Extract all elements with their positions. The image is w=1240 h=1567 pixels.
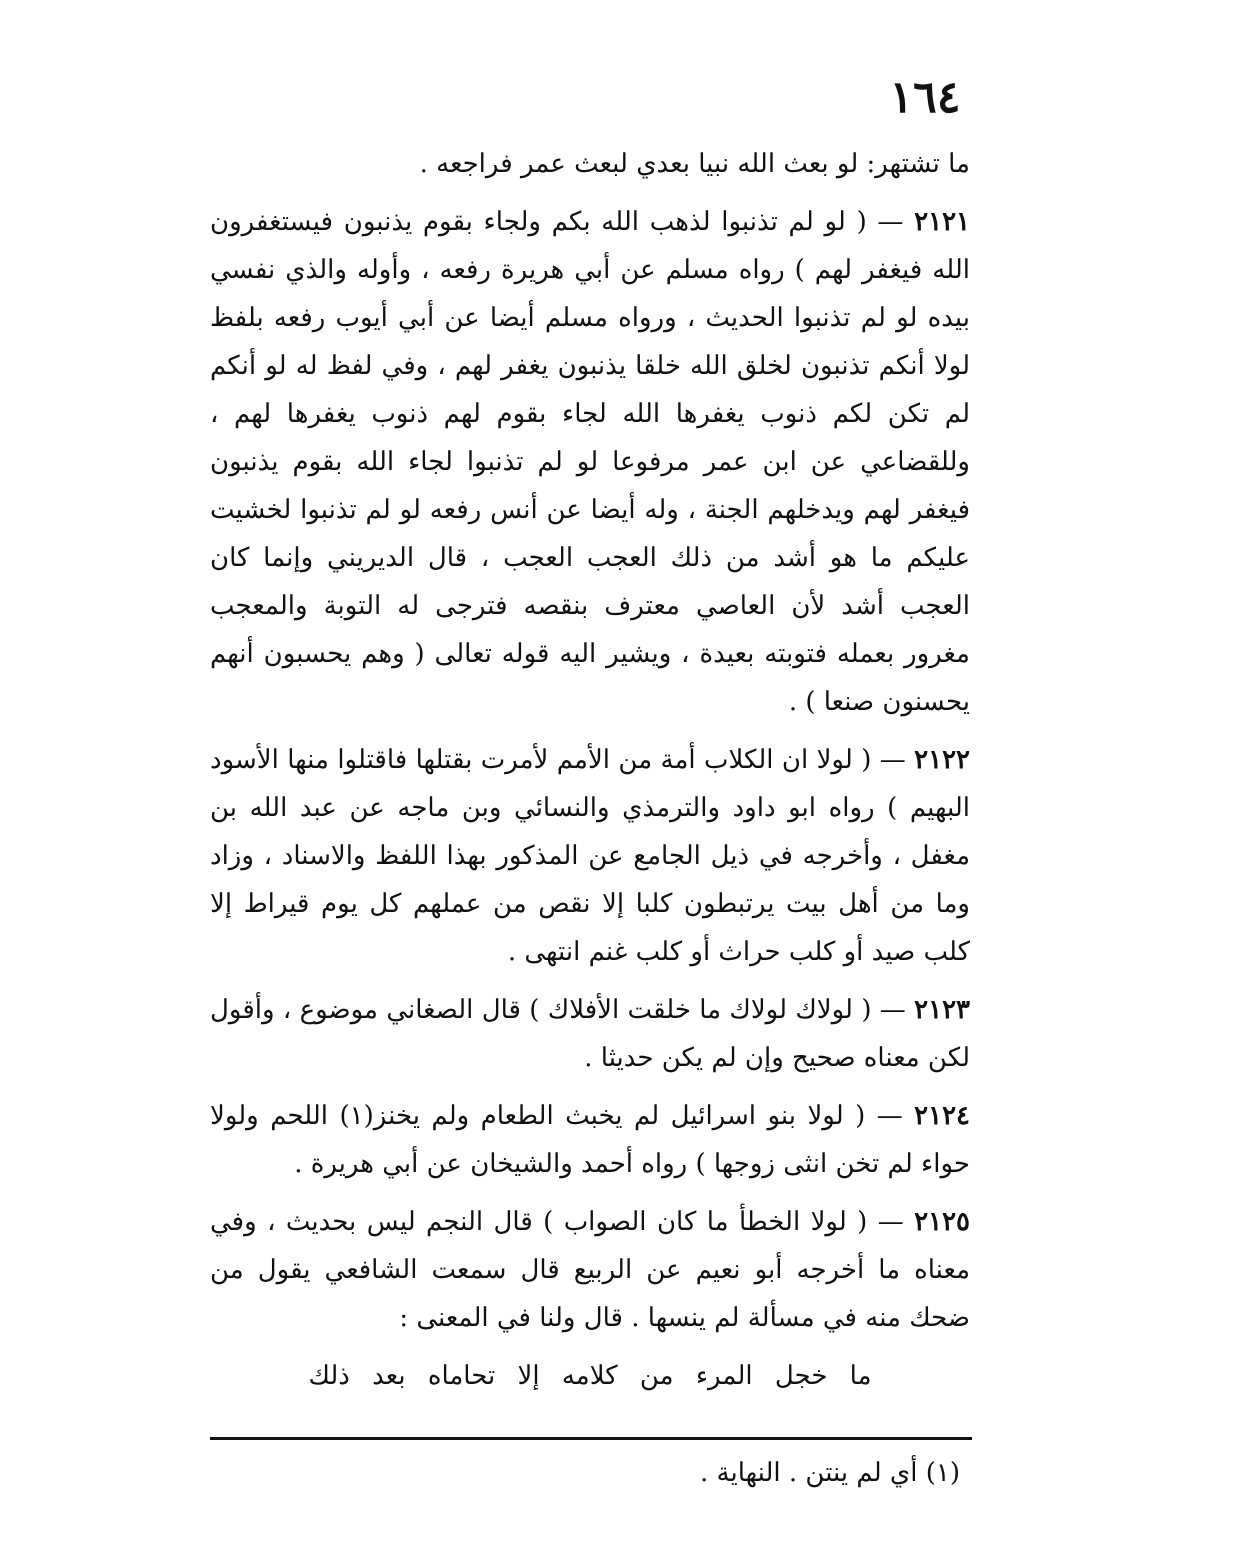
poetry-verse: ما خجل المرء من كلامه إلا تحاماه بعد ذلك xyxy=(308,1361,872,1391)
hadith-number: ٢١٢٢ xyxy=(914,745,970,775)
paragraph-text: ( لولا ان الكلاب أمة من الأمم لأمرت بقتلها فاقتلوا منها الأسود البهيم ) رواه ابو داود والترمذي والنسائي وبن ماجه عن عبد الله بن مغفل ، وأخرجه في ذيل الجامع عن المذكور بهذا اللفظ والاسناد ، وزاد وما من أهل بيت يرتبطون كلبا إلا نقص من عملهم كل يوم قيراط إلا كلب صيد أو كلب حراث أو كلب غنم انتهى . xyxy=(210,745,970,967)
footnote-divider xyxy=(210,1437,972,1440)
paragraph-text: ( لولا الخطأ ما كان الصواب ) قال النجم ليس بحديث ، وفي معناه ما أخرجه أبو نعيم عن الربيع قال سمعت الشافعي يقول من ضحك منه في مسألة لم ينسها . قال ولنا في المعنى : xyxy=(210,1207,970,1333)
hadith-number: ٢١٢٥ xyxy=(914,1207,971,1237)
main-text xyxy=(210,140,970,1400)
page-number: ١٦٤ xyxy=(889,72,961,123)
footnote: (١) أي لم ينتن . النهاية . xyxy=(700,1458,960,1488)
paragraph-hadith-2125: ٢١٢٥ — ( لولا الخطأ ما كان الصواب ) قال النجم ليس بحديث ، وفي معناه ما أخرجه أبو نعيم عن الربيع قال سمعت الشافعي يقول من ضحك منه في مسألة لم ينسها . قال ولنا في المعنى : xyxy=(210,1207,971,1333)
paragraph-intro xyxy=(210,140,970,188)
paragraph-text: ( لو لم تذنبوا لذهب الله بكم ولجاء بقوم يذنبون فيستغفرون الله فيغفر لهم ) رواه مسلم عن أبي هريرة رفعه ، وأوله والذي نفسي بيده لو لم تذنبوا الحديث ، ورواه مسلم أيضا عن أبي أيوب رفعه بلفظ لولا أنكم تذنبون لخلق الله خلقا يذنبون يغفر لهم ، وفي لفظ له لو أنكم لم تكن لكم ذنوب يغفرها الله لجاء بقوم لهم ذنوب يغفرها لهم ، وللقضاعي عن ابن عمر مرفوعا لو لم تذنبوا لجاء الله بقوم يذنبون فيغفر لهم ويدخلهم الجنة ، وله أيضا عن أنس رفعه لو لم تذنبوا لخشيت عليكم ما هو أشد من ذلك العجب العجب ، قال الديريني وإنما كان العجب أشد لأن العاصي معترف بنقصه فترجى له التوبة والمعجب مغرور بعمله فتوبته بعيدة ، ويشير اليه قوله تعالى ( وهم يحسبون أنهم يحسنون صنعا ) . xyxy=(210,207,970,717)
paragraph-text: ( لولاك لولاك ما خلقت الأفلاك ) قال الصغاني موضوع ، وأقول لكن معناه صحيح وإن لم يكن حديثا . xyxy=(210,995,970,1073)
paragraph-text: ما تشتهر: لو بعث الله نبيا بعدي لبعث عمر فراجعه . xyxy=(419,149,970,179)
paragraph-hadith-2123: ٢١٢٣ — ( لولاك لولاك ما خلقت الأفلاك ) قال الصغاني موضوع ، وأقول لكن معناه صحيح وإن لم يكن حديثا . xyxy=(210,995,971,1073)
hadith-number: ٢١٢٤ xyxy=(914,1101,971,1131)
paragraph-hadith-2122: ٢١٢٢ — ( لولا ان الكلاب أمة من الأمم لأمرت بقتلها فاقتلوا منها الأسود البهيم ) رواه ابو داود والترمذي والنسائي وبن ماجه عن عبد الله بن مغفل ، وأخرجه في ذيل الجامع عن المذكور بهذا اللفظ والاسناد ، وزاد وما من أهل بيت يرتبطون كلبا إلا نقص من عملهم كل يوم قيراط إلا كلب صيد أو كلب حراث أو كلب غنم انتهى . xyxy=(210,745,970,967)
paragraph-hadith-2121: ٢١٢١ — ( لو لم تذنبوا لذهب الله بكم ولجاء بقوم يذنبون فيستغفرون الله فيغفر لهم ) رواه مسلم عن أبي هريرة رفعه ، وأوله والذي نفسي بيده لو لم تذنبوا الحديث ، ورواه مسلم أيضا عن أبي أيوب رفعه بلفظ لولا أنكم تذنبون لخلق الله خلقا يذنبون يغفر لهم ، وفي لفظ له لو أنكم لم تكن لكم ذنوب يغفرها الله لجاء بقوم لهم ذنوب يغفرها لهم ، وللقضاعي عن ابن عمر مرفوعا لو لم تذنبوا لجاء الله بقوم يذنبون فيغفر لهم ويدخلهم الجنة ، وله أيضا عن أنس رفعه لو لم تذنبوا لخشيت عليكم ما هو أشد من ذلك العجب العجب ، قال الديريني وإنما كان العجب أشد لأن العاصي معترف بنقصه فترجى له التوبة والمعجب مغرور بعمله فتوبته بعيدة ، ويشير اليه قوله تعالى ( وهم يحسبون أنهم يحسنون صنعا ) . xyxy=(210,207,971,717)
paragraph-hadith-2124: ٢١٢٤ — ( لولا بنو اسرائيل لم يخبث الطعام ولم يخنز(١) اللحم ولولا حواء لم تخن انثى زوجها ) رواه أحمد والشيخان عن أبي هريرة . xyxy=(210,1101,971,1179)
hadith-number: ٢١٢١ xyxy=(914,207,971,237)
hadith-number: ٢١٢٣ xyxy=(914,995,971,1025)
paragraph-text: ( لولا بنو اسرائيل لم يخبث الطعام ولم يخنز(١) اللحم ولولا حواء لم تخن انثى زوجها ) رواه أحمد والشيخان عن أبي هريرة . xyxy=(210,1101,970,1179)
